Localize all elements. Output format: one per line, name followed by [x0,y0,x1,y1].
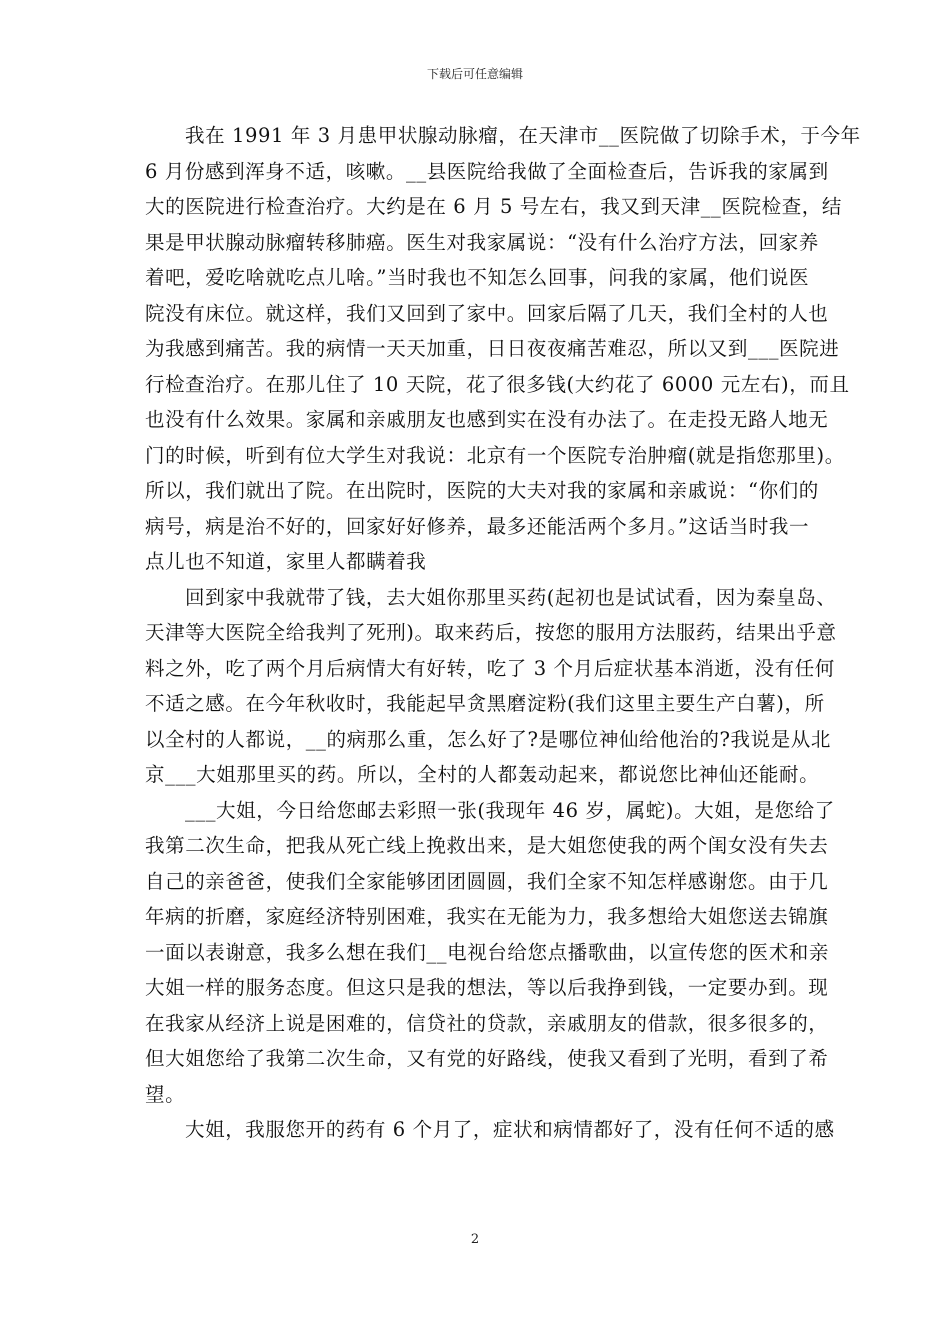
text-line: 着吧，爱吃啥就吃点儿啥。”当时我也不知怎么回事，问我的家属，他们说医 [145,266,810,289]
text-line: 天津等大医院全给我判了死刑)。取来药后，按您的服用方法服药，结果出乎意 [145,621,837,644]
text-line: 果是甲状腺动脉瘤转移肺癌。医生对我家属说：“没有什么治疗方法，回家养 [145,230,819,254]
text-line: 我在 1991 年 3 月患甲状腺动脉瘤，在天津市__医院做了切除手术，于今年 [185,124,861,147]
text-line: 但大姐您给了我第二次生命，又有党的好路线，使我又看到了光明，看到了希 [145,1047,829,1070]
text-line: 6 月份感到浑身不适，咳嗽。__县医院给我做了全面检查后，告诉我的家属到 [145,159,829,183]
text-line: 我第二次生命，把我从死亡线上挽救出来，是大姐您使我的两个闺女没有失去 [145,834,829,857]
text-line: 京___大姐那里买的药。所以，全村的人都轰动起来，都说您比神仙还能耐。 [145,763,820,786]
text-line: 大姐一样的服务态度。但这只是我的想法，等以后我挣到钱，一定要办到。现 [145,976,829,999]
text-line: ___大姐，今日给您邮去彩照一张(我现年 46 岁，属蛇)。大姐，是您给了 [185,798,835,822]
text-line: 以全村的人都说，__的病那么重，怎么好了?是哪位神仙给他治的?我说是从北 [145,727,832,751]
text-line: 一面以表谢意，我多么想在我们__电视台给您点播歌曲，以宣传您的医术和亲 [145,940,830,964]
text-line: 为我感到痛苦。我的病情一天天加重，日日夜夜痛苦难忍，所以又到___医院进 [145,337,840,360]
text-line: 点儿也不知道，家里人都瞒着我 [145,550,427,573]
text-line: 也没有什么效果。家属和亲戚朋友也感到实在没有办法了。在走投无路人地无 [145,408,829,431]
text-line: 门的时候，听到有位大学生对我说：北京有一个医院专治肿瘤(就是指您那里)。 [145,443,845,467]
letter-body [145,118,861,1148]
text-line: 年病的折磨，家庭经济特别困难，我实在无能为力，我多想给大姐您送去锦旗 [145,905,829,928]
paragraph-3 [145,793,835,1113]
text-line: 行检查治疗。在那儿住了 10 天院，花了很多钱(大约花了 6000 元左右)，而且 [145,372,850,396]
paragraph-2 [145,580,837,793]
text-line: 料之外，吃了两个月后病情大有好转，吃了 3 个月后症状基本消逝，没有任何 [145,656,835,680]
text-line: 院没有床位。就这样，我们又回到了家中。回家后隔了几天，我们全村的人也 [145,301,829,325]
text-line: 自己的亲爸爸，使我们全家能够团团圆圆，我们全家不知怎样感谢您。由于几 [145,869,829,893]
paragraph-1 [145,118,861,580]
text-line: 病号，病是治不好的，回家好好修养，最多还能活两个多月。”这话当时我一 [145,514,810,538]
page-number: 2 [470,1232,480,1247]
text-line: 所以，我们就出了院。在出院时，医院的大夫对我的家属和亲戚说：“你们的 [145,479,819,502]
text-line: 不适之感。在今年秋收时，我能起早贪黑磨淀粉(我们这里主要生产白薯)，所 [145,692,825,715]
text-line: 大的医院进行检查治疗。大约是在 6 月 5 号左右，我又到天津__医院检查，结 [145,195,843,218]
text-line: 望。 [145,1082,186,1106]
text-line: 在我家从经济上说是困难的，信贷社的贷款，亲戚朋友的借款，很多很多的， [145,1011,829,1035]
page-header: 下载后可任意编辑 [426,67,523,81]
text-line: 回到家中我就带了钱，去大姐你那里买药(起初也是试试看，因为秦皇岛、 [185,585,837,609]
paragraph-4 [145,1112,835,1148]
text-line: 大姐，我服您开的药有 6 个月了，症状和病情都好了，没有任何不适的感 [185,1118,835,1141]
